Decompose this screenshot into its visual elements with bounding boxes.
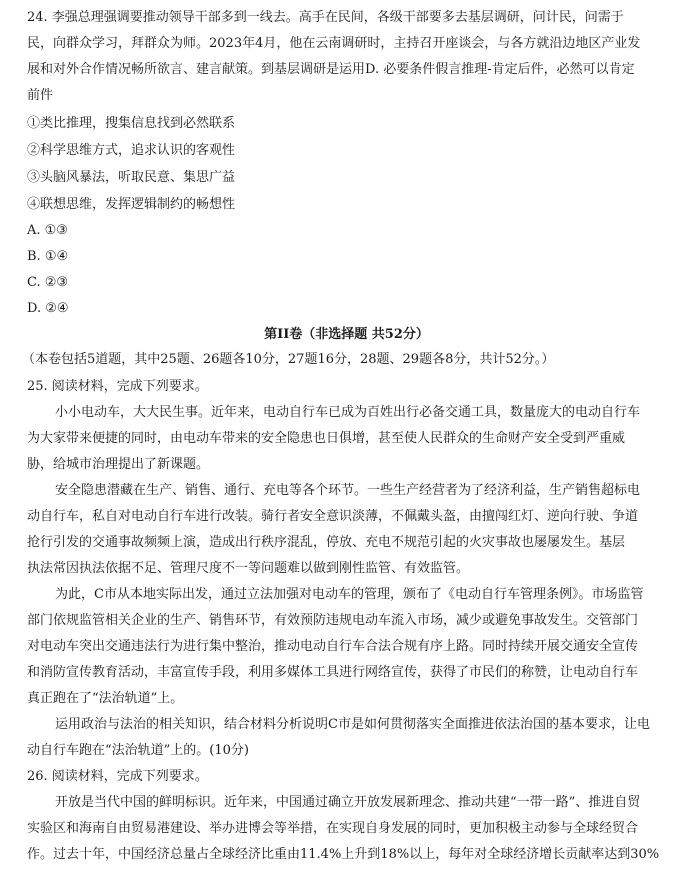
q25-line: 动自行车跑在“法治轨道”上的。(10分) — [27, 743, 249, 758]
q24-choice-d: D. ②④ — [27, 301, 69, 316]
q25-line: 安全隐患潜藏在生产、销售、通行、充电等各个环节。一些生产经营者为了经济利益，生产销售超标电 — [55, 483, 641, 498]
q25-line: 真正跑在了“法治轨道”上。 — [27, 691, 184, 706]
q24-option: ④联想思维，发挥逻辑制约的畅想性 — [27, 197, 236, 212]
q24-option: ①类比推理，搜集信息找到必然联系 — [27, 116, 236, 131]
q24-choice-b: B. ①④ — [27, 249, 69, 264]
q25-line: 和消防宣传教育活动，丰富宣传手段，利用多媒体工具进行网络宣传，获得了市民们的称赞，让电动自行车 — [27, 665, 639, 680]
q26-line: 作。过去十年，中国经济总量占全球经济比重由11.4%上升到18%以上，每年对全球经济增长贡献率达到30% — [27, 847, 660, 862]
q26-line: 实验区和海南自由贸易港建设、举办进博会等举措，在实现自身发展的同时，更加积极主动参与全球经贸合 — [27, 821, 639, 836]
q25-line: 为大家带来便捷的同时，由电动车带来的安全隐患也日俱增，甚至使人民群众的生命财产安全受到严重威 — [27, 431, 626, 446]
q25-line: 为此，C市从本地实际出发，通过立法加强对电动车的管理，颁布了《电动自行车管理条例》。市场监管 — [55, 587, 644, 602]
q25-heading: 25. 阅读材料，完成下列要求。 — [27, 379, 208, 394]
q24-choice-c: C. ②③ — [27, 275, 69, 290]
q24-choice-a: A. ①③ — [27, 223, 68, 238]
q25-line: 小小电动车，大大民生事。近年来，电动自行车已成为百姓出行必备交通工具，数量庞大的电动自行车 — [55, 405, 641, 420]
section-title: 第II卷（非选择题 共52分） — [264, 327, 429, 342]
q25-line: 胁，给城市治理提出了新课题。 — [27, 457, 210, 472]
q24-line: 24. 李强总理强调要推动领导干部多到一线去。高手在民间，各级干部要多去基层调研，问计民，问需于 — [27, 10, 624, 25]
section-note: （本卷包括5道题，其中25题、26题各10分，27题16分，28题、29题各8分，共计52分。） — [22, 352, 555, 367]
q25-line: 动自行车，私自对电动自行车进行改装。骑行者安全意识淡薄，不佩戴头盔，由擅闯红灯、逆向行驶、争道 — [27, 509, 639, 524]
q24-option: ②科学思维方式，追求认识的客观性 — [27, 143, 236, 158]
q25-line: 部门依规监管相关企业的生产、销售环节，有效预防违规电动车流入市场，减少或避免事故发生。交管部门 — [27, 613, 639, 628]
q25-line: 运用政治与法治的相关知识，结合材料分析说明C市是如何贯彻落实全面推进依法治国的基本要求，让电 — [55, 717, 650, 732]
q24-option: ③头脑风暴法，听取民意、集思广益 — [27, 170, 236, 185]
q25-line: 抢行引发的交通事故频频上演，造成出行秩序混乱，停放、充电不规范引起的火灾事故也屡屡发生。基层 — [27, 535, 626, 550]
q25-line: 对电动车突出交通违法行为进行集中整治，推动电动自行车合法合规有序上路。同时持续开展交通安全宣传 — [27, 639, 639, 654]
q24-line: 展和对外合作情况畅所欲言、建言献策。到基层调研是运用D. 必要条件假言推理-肯定后件，必然可以肯定 — [27, 62, 635, 77]
q25-line: 执法常因执法依据不足、管理尺度不一等问题难以做到刚性监管、有效监管。 — [27, 561, 470, 576]
q24-line: 前件 — [27, 88, 54, 103]
q24-line: 民，向群众学习，拜群众为师。2023年4月，他在云南调研时，主持召开座谈会，与各方就沿边地区产业发 — [27, 36, 641, 51]
q26-heading: 26. 阅读材料，完成下列要求。 — [27, 769, 208, 784]
q26-line: 开放是当代中国的鲜明标识。近年来，中国通过确立开放发展新理念、推动共建“一带一路”、推进自贸 — [55, 795, 641, 810]
